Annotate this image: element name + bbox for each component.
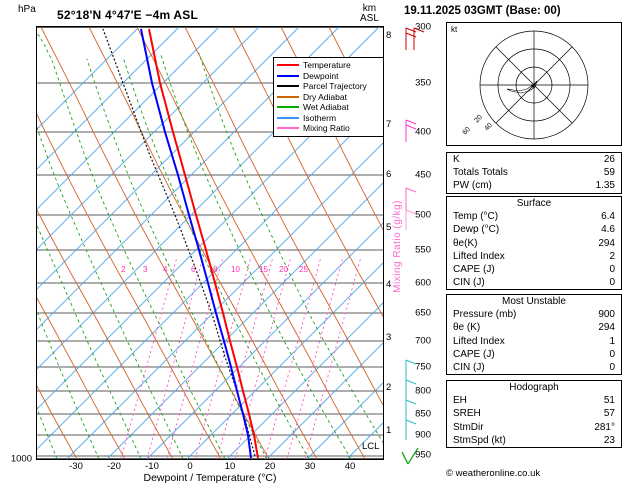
most-unstable-header: Most Unstable [502, 296, 566, 307]
mixing-ratio-axis-label: Mixing Ratio (g/kg) [392, 200, 403, 293]
mixing-ratio-label: 25 [299, 265, 308, 274]
row-value: 1.35 [595, 180, 615, 192]
dewpoint-line [141, 29, 251, 458]
legend-label: Mixing Ratio [303, 123, 350, 133]
table-row [447, 348, 621, 361]
row-key: CAPE (J) [453, 263, 495, 275]
skewt-plot-area [36, 26, 384, 460]
mixing-ratio-label: 10 [231, 265, 240, 274]
row-value: 57 [603, 408, 615, 420]
legend-label: Dewpoint [303, 70, 339, 81]
table-row [447, 179, 621, 192]
mixing-ratio-label: 15 [259, 265, 268, 274]
hodograph-ring-label: 60 [461, 125, 472, 137]
row-key: EH [453, 395, 467, 407]
surface-header: Surface [516, 198, 552, 209]
table-row [447, 434, 621, 447]
legend-item [277, 123, 384, 134]
row-key: StmDir [453, 421, 484, 433]
pressure-tick: 550 [415, 244, 431, 256]
km-tick: 3 [386, 332, 392, 343]
legend-item [277, 92, 384, 103]
row-key: PW (cm) [453, 180, 492, 192]
pressure-tick: 350 [415, 77, 431, 89]
row-value: 6.4 [601, 211, 615, 223]
temp-tick: 30 [304, 461, 316, 472]
km-tick: 2 [386, 382, 392, 393]
row-value: 1 [609, 335, 615, 347]
row-value: 26 [603, 154, 615, 165]
table-row [447, 321, 621, 334]
table-row [447, 250, 621, 263]
pressure-tick: 850 [415, 408, 431, 420]
legend-item [277, 102, 384, 113]
row-value: 294 [598, 322, 615, 334]
row-value: 2 [609, 250, 615, 262]
row-key: θe(K) [453, 237, 478, 249]
table-row [447, 421, 621, 434]
row-value: 0 [609, 277, 615, 289]
wind-barb-column [398, 21, 432, 470]
table-row [447, 335, 621, 348]
temp-tick: -30 [69, 461, 83, 472]
row-key: Totals Totals [453, 167, 508, 179]
surface-table [446, 196, 622, 290]
km-tick: 4 [386, 279, 392, 290]
legend-item [277, 113, 384, 124]
hodograph-header: Hodograph [509, 382, 559, 393]
row-key: θe (K) [453, 322, 481, 334]
pressure-tick: 500 [415, 209, 431, 221]
mixing-ratio-label: 4 [163, 265, 168, 274]
row-key: Lifted Index [453, 335, 505, 347]
legend-swatch-dry-adiabat [277, 96, 299, 98]
pressure-tick: 450 [415, 169, 431, 181]
km-tick: 7 [386, 119, 392, 130]
km-tick: 8 [386, 30, 392, 41]
pressure-unit-label: hPa [18, 4, 36, 15]
hodograph-values-table [446, 380, 622, 448]
legend-swatch-isotherm [277, 117, 299, 119]
row-value: 0 [609, 348, 615, 360]
lcl-label: LCL [362, 441, 380, 452]
row-key: SREH [453, 408, 481, 420]
pressure-tick: 800 [415, 385, 431, 397]
row-key: Dewp (°C) [453, 224, 500, 236]
hodograph-svg [447, 23, 621, 145]
temp-tick: 20 [264, 461, 276, 472]
table-row [447, 237, 621, 250]
row-value: 23 [603, 434, 615, 446]
pressure-tick: 650 [415, 307, 431, 319]
row-key: K [453, 154, 460, 165]
hodograph-ring-label: 40 [483, 121, 494, 133]
pressure-tick: 600 [415, 277, 431, 289]
temp-tick: 0 [187, 461, 193, 472]
sounding-datetime: 19.11.2025 03GMT (Base: 00) [404, 5, 561, 17]
table-row [447, 166, 621, 179]
pressure-tick: 300 [415, 21, 431, 33]
km-tick: 5 [386, 222, 392, 233]
row-key: Pressure (mb) [453, 309, 517, 321]
hodograph-unit-label: kt [451, 25, 458, 34]
km-axis-label: km ASL [360, 3, 379, 24]
row-value: 0 [609, 263, 615, 275]
temp-tick: -10 [145, 461, 159, 472]
mixing-ratio-label: 6 [191, 265, 196, 274]
indices-top-table [446, 152, 622, 194]
table-row [447, 361, 621, 374]
pressure-tick: 400 [415, 126, 431, 138]
legend-swatch-parcel [277, 85, 299, 87]
legend-swatch-dewpoint [277, 75, 299, 77]
credit-text: © weatheronline.co.uk [446, 468, 541, 479]
table-row [447, 407, 621, 420]
km-tick: 6 [386, 169, 392, 180]
km-tick: 1 [386, 425, 392, 436]
most-unstable-table [446, 294, 622, 375]
legend-label: Parcel Trajectory [303, 81, 367, 91]
pressure-tick: 700 [415, 335, 431, 347]
table-row [447, 263, 621, 276]
legend-swatch-wet-adiabat [277, 106, 299, 108]
temp-tick: -20 [107, 461, 121, 472]
temperature-line [149, 29, 258, 458]
pressure-tick: 1000 [10, 453, 32, 465]
x-axis-title: Dewpoint / Temperature (°C) [143, 472, 277, 484]
row-value: 51 [603, 395, 615, 407]
row-value: 281° [594, 421, 615, 433]
row-key: Temp (°C) [453, 211, 499, 223]
temp-tick: 40 [344, 461, 356, 472]
mixing-ratio-label: 2 [121, 265, 126, 274]
row-key: CIN (J) [453, 361, 485, 373]
table-row [447, 394, 621, 407]
hodograph-ring-label: 20 [473, 113, 484, 125]
table-row [447, 210, 621, 223]
hodograph-panel [446, 22, 622, 146]
pressure-tick: 950 [415, 449, 431, 461]
table-row [447, 223, 621, 236]
chart-legend [273, 57, 384, 137]
mixing-ratio-label: 3 [143, 265, 148, 274]
table-row [447, 276, 621, 289]
row-value: 0 [609, 361, 615, 373]
legend-swatch-temperature [277, 64, 299, 66]
pressure-tick: 750 [415, 361, 431, 373]
row-value: 4.6 [601, 224, 615, 236]
row-key: Lifted Index [453, 250, 505, 262]
legend-label: Temperature [303, 60, 351, 70]
pressure-tick: 900 [415, 429, 431, 441]
legend-label: Dry Adiabat [303, 91, 347, 102]
legend-item [277, 60, 384, 71]
row-value: 59 [603, 167, 615, 179]
table-row [447, 308, 621, 321]
page-title: 52°18'N 4°47'E −4m ASL [57, 8, 198, 22]
row-key: CAPE (J) [453, 348, 495, 360]
row-value: 900 [598, 309, 615, 321]
row-key: StmSpd (kt) [453, 434, 506, 446]
temp-tick: 10 [224, 461, 236, 472]
row-key: CIN (J) [453, 277, 485, 289]
row-value: 294 [598, 237, 615, 249]
legend-label: Isotherm [303, 112, 337, 123]
legend-label: Wet Adiabat [303, 102, 349, 112]
mixing-ratio-label: 8 [213, 265, 218, 274]
legend-swatch-mixing-ratio [277, 127, 299, 129]
mixing-ratio-label: 20 [279, 265, 288, 274]
legend-item [277, 71, 384, 82]
table-row [447, 153, 621, 166]
legend-item [277, 81, 384, 92]
